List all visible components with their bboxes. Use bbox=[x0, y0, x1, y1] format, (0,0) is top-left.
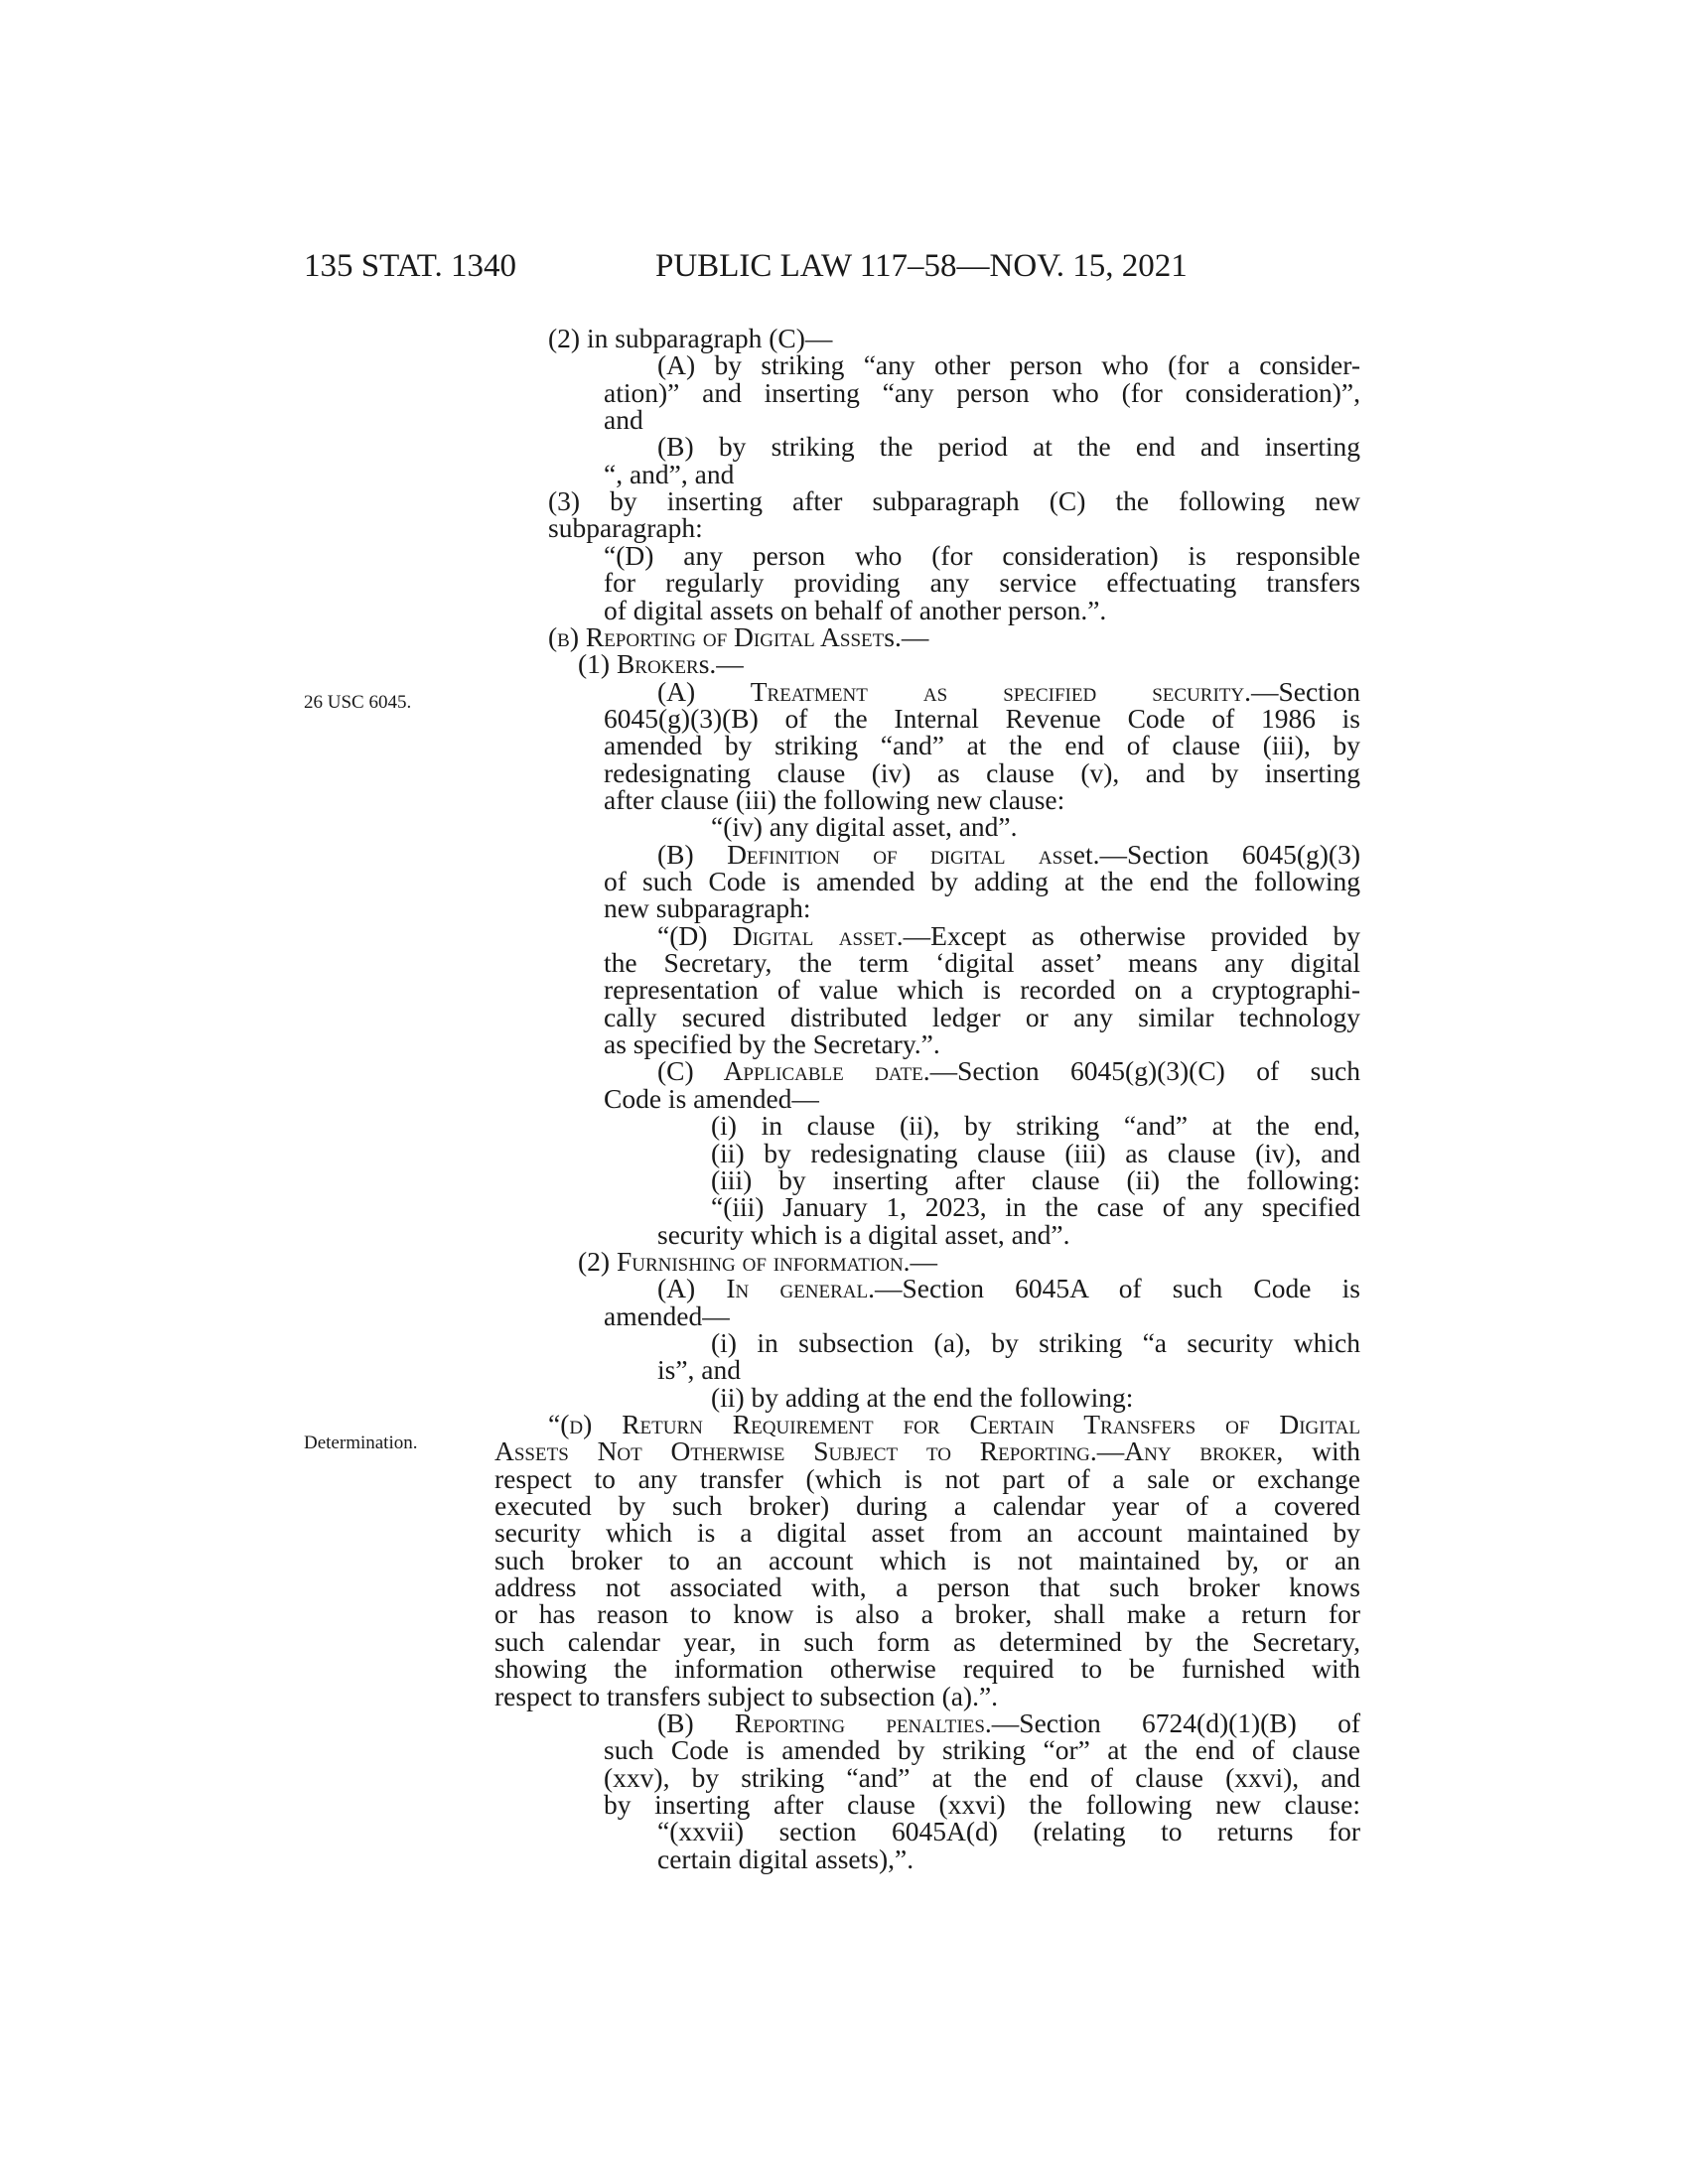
text-line: executed by such broker) during a calendar year of a covered bbox=[494, 1490, 1360, 1522]
text-line: certain digital assets),”. bbox=[657, 1843, 914, 1874]
text-line: “, and”, and bbox=[604, 458, 735, 489]
text-line: cally secured distributed ledger or any similar technology bbox=[604, 1001, 1360, 1032]
text-line: (B) Reporting penalties.—Section 6724(d)(1)(B) of bbox=[657, 1706, 1361, 1738]
text-line: “(iv) any digital asset, and”. bbox=[711, 811, 1018, 843]
text-line: respect to any transfer (which is not part of a sale or exchange bbox=[494, 1462, 1360, 1494]
text-line: (B) Definition of digital asset.—Section 6045(g)(3) bbox=[657, 838, 1361, 870]
text-line: (A) Treatment as specified security.—Section bbox=[657, 675, 1360, 707]
text-line: “(D) any person who (for consideration) is responsible bbox=[604, 539, 1360, 571]
text-line: such broker to an account which is not maintained by, or an bbox=[494, 1544, 1360, 1575]
text-line: showing the information otherwise required to be furnished with bbox=[494, 1653, 1360, 1685]
text-line: redesignating clause (iv) as clause (v), and by inserting bbox=[604, 756, 1360, 788]
text-line: such calendar year, in such form as determined by the Secretary, bbox=[494, 1625, 1360, 1657]
text-line: after clause (iii) the following new clause: bbox=[604, 783, 1065, 815]
text-line: (C) Applicable date.—Section 6045(g)(3)(C) of such bbox=[657, 1055, 1360, 1087]
text-line: (ii) by adding at the end the following: bbox=[711, 1381, 1134, 1413]
text-line: (2) in subparagraph (C)— bbox=[548, 323, 833, 353]
text-line: (b) Reporting of Digital Assets.— bbox=[548, 620, 929, 652]
text-line: “(D) Digital asset.—Except as otherwise provided by bbox=[657, 919, 1360, 951]
text-line: such Code is amended by striking “or” at the end of clause bbox=[604, 1734, 1360, 1766]
text-line: Assets Not Otherwise Subject to Reporting.—Any broker, with bbox=[494, 1435, 1360, 1467]
text-line: of such Code is amended by adding at the end the following bbox=[604, 866, 1360, 896]
text-line: security which is a digital asset, and”. bbox=[657, 1218, 1070, 1250]
text-line: (i) in clause (ii), by striking “and” at the end, bbox=[711, 1110, 1360, 1142]
text-line: by inserting after clause (xxvi) the following new clause: bbox=[604, 1788, 1360, 1820]
margin-note-usc-citation: 26 USC 6045. bbox=[304, 692, 412, 713]
text-line: the Secretary, the term ‘digital asset’ means any digital bbox=[604, 947, 1360, 979]
text-line: respect to transfers subject to subsection (a).”. bbox=[494, 1680, 999, 1711]
text-line: (i) in subsection (a), by striking “a security which bbox=[711, 1326, 1360, 1358]
text-line: is”, and bbox=[657, 1354, 742, 1386]
text-line: (ii) by redesignating clause (iii) as clause (iv), and bbox=[711, 1137, 1360, 1168]
text-line: (1) Brokers.— bbox=[578, 648, 744, 680]
text-line: (3) by inserting after subparagraph (C) the following new bbox=[548, 485, 1360, 517]
text-line: and bbox=[604, 404, 643, 436]
text-line: (B) by striking the period at the end and inserting bbox=[657, 431, 1360, 463]
text-line: “(xxvii) section 6045A(d) (relating to returns for bbox=[657, 1816, 1360, 1847]
text-line: amended by striking “and” at the end of clause (iii), by bbox=[604, 730, 1360, 761]
text-line: Code is amended— bbox=[604, 1082, 819, 1114]
text-line: new subparagraph: bbox=[604, 892, 811, 924]
text-line: representation of value which is recorded on a cryptographi- bbox=[604, 974, 1360, 1006]
text-line: (2) Furnishing of information.— bbox=[578, 1245, 938, 1277]
text-line: of digital assets on behalf of another person.”. bbox=[604, 594, 1107, 625]
text-line: ation)” and inserting “any person who (for consideration)”, bbox=[604, 376, 1360, 408]
text-line: 6045(g)(3)(B) of the Internal Revenue Code of 1986 is bbox=[604, 702, 1360, 734]
margin-note-determination: Determination. bbox=[304, 1433, 418, 1453]
text-line: amended— bbox=[604, 1299, 730, 1331]
text-line: for regularly providing any service effectuating transfers bbox=[604, 567, 1360, 599]
text-line: address not associated with, a person that such broker knows bbox=[494, 1571, 1360, 1603]
text-line: (A) by striking “any other person who (for a consider- bbox=[657, 349, 1360, 381]
text-line: “(d) Return Requirement for Certain Transfers of Digital bbox=[548, 1409, 1360, 1439]
law-title: PUBLIC LAW 117–58—NOV. 15, 2021 bbox=[655, 248, 1188, 284]
text-line: (xxv), by striking “and” at the end of clause (xxvi), and bbox=[604, 1761, 1360, 1793]
stat-page-number: 135 STAT. 1340 bbox=[304, 248, 517, 284]
text-line: (A) In general.—Section 6045A of such Code is bbox=[657, 1273, 1360, 1304]
text-line: subparagraph: bbox=[548, 512, 703, 544]
text-line: (iii) by inserting after clause (ii) the following: bbox=[711, 1163, 1360, 1195]
text-line: security which is a digital asset from an account maintained by bbox=[494, 1517, 1360, 1549]
text-line: or has reason to know is also a broker, shall make a return for bbox=[494, 1598, 1360, 1630]
text-line: “(iii) January 1, 2023, in the case of any specified bbox=[711, 1191, 1360, 1223]
text-line: as specified by the Secretary.”. bbox=[604, 1028, 940, 1060]
